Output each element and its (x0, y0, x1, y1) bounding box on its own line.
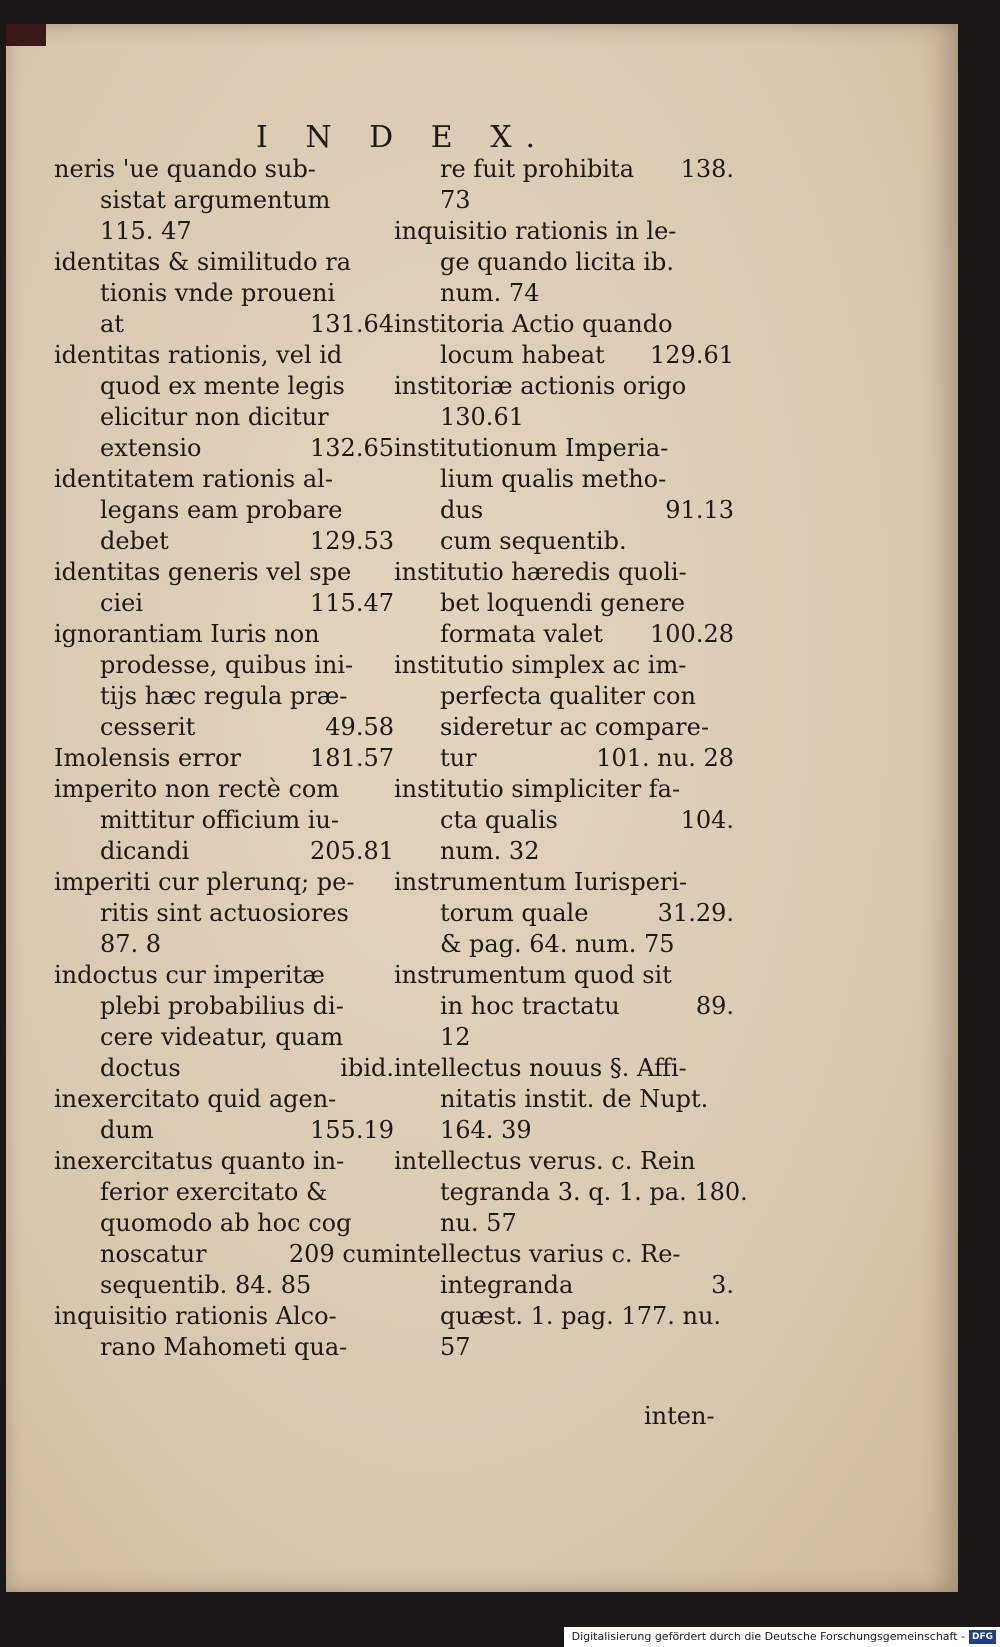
page-reference: 129.53 (310, 527, 394, 555)
page-reference: 89. (695, 992, 734, 1020)
entry-line (54, 278, 394, 309)
entry-line (54, 867, 394, 898)
entry-line (54, 526, 394, 557)
entry-line (54, 805, 394, 836)
entry-text: imperito non rectè com (54, 775, 340, 803)
entry-line (394, 1208, 734, 1239)
entry-line (54, 960, 394, 991)
entry-text: cere videatur, quam (100, 1023, 344, 1051)
entry-line (54, 154, 394, 185)
entry-text: imperiti cur plerunq; pe- (54, 868, 355, 896)
index-entry (54, 619, 394, 743)
entry-line (394, 619, 734, 650)
entry-line (54, 309, 394, 340)
entry-text: dum (100, 1116, 154, 1144)
entry-line (394, 991, 734, 1022)
entry-line (394, 774, 734, 805)
entry-text: 57 (440, 1333, 471, 1361)
entry-line (54, 898, 394, 929)
entry-line (54, 650, 394, 681)
entry-line (394, 681, 734, 712)
entry-text: cesserit (100, 713, 196, 741)
entry-text: quæst. 1. pag. 177. nu. (440, 1302, 722, 1330)
digitization-footer (564, 1627, 1000, 1647)
entry-text: intellectus nouus §. Affi- (394, 1054, 687, 1082)
entry-line (394, 1239, 734, 1270)
page-reference: 91.13 (665, 496, 734, 524)
page-reference: 101. nu. 28 (596, 744, 734, 772)
index-entry (394, 1239, 734, 1363)
entry-line (394, 1022, 734, 1053)
page-reference: 132.65 (310, 434, 394, 462)
page-reference: 31.29. (657, 899, 734, 927)
index-entry (394, 309, 734, 371)
entry-line (394, 650, 734, 681)
entry-line (394, 1115, 734, 1146)
page-reference: 115.47 (310, 589, 394, 617)
index-entry (54, 1084, 394, 1146)
entry-text: ciei (100, 589, 143, 617)
entry-line (394, 464, 734, 495)
entry-line (394, 433, 734, 464)
index-entry (394, 216, 734, 309)
index-entry (394, 774, 734, 867)
index-entry (54, 1301, 394, 1363)
entry-line (54, 1270, 394, 1301)
entry-line (394, 960, 734, 991)
index-entry (394, 433, 734, 557)
entry-line (54, 495, 394, 526)
entry-line (394, 929, 734, 960)
page-reference: 209 cum (288, 1240, 394, 1268)
entry-line (394, 402, 734, 433)
entry-line (54, 1053, 394, 1084)
entry-text: debet (100, 527, 169, 555)
entry-line (54, 588, 394, 619)
index-entry (54, 960, 394, 1084)
entry-line (394, 898, 734, 929)
entry-line (54, 247, 394, 278)
footer-text: Digitalisierung gefördert durch die Deutsche Forschungsgemeinschaft - (571, 1630, 965, 1643)
entry-text: cta qualis (440, 806, 558, 834)
index-entry (54, 867, 394, 960)
entry-text: inexercitato quid agen- (54, 1085, 337, 1113)
catchword: inten- (644, 1402, 715, 1430)
entry-text: plebi probabilius di- (100, 992, 344, 1020)
entry-text: formata valet (440, 620, 603, 648)
dfg-logo: DFG (969, 1630, 996, 1644)
entry-text: legans eam probare (100, 496, 343, 524)
index-entry (394, 960, 734, 1053)
entry-text: identitas rationis, vel id (54, 341, 343, 369)
page-reference: 100.28 (650, 620, 734, 648)
index-column-left (54, 154, 394, 1363)
entry-text: institoria Actio quando (394, 310, 673, 338)
entry-text: cum sequentib. (440, 527, 627, 555)
entry-text: num. 74 (440, 279, 540, 307)
entry-line (394, 1270, 734, 1301)
page-reference: 3. (711, 1271, 734, 1299)
index-entry (54, 340, 394, 464)
entry-text: prodesse, quibus ini- (100, 651, 354, 679)
entry-line (394, 247, 734, 278)
entry-line (54, 991, 394, 1022)
book-page (6, 24, 958, 1592)
page-heading: I N D E X. (256, 120, 550, 155)
index-entry (394, 371, 734, 433)
entry-text: dus (440, 496, 484, 524)
page-reference: 181.57 (310, 744, 394, 772)
entry-text: identitas & similitudo ra (54, 248, 352, 276)
entry-line (394, 526, 734, 557)
entry-text: elicitur non dicitur (100, 403, 329, 431)
entry-line (394, 1332, 734, 1363)
entry-line (394, 216, 734, 247)
index-entry (394, 154, 734, 216)
entry-line (394, 588, 734, 619)
entry-text: ge quando licita ib. (440, 248, 674, 276)
entry-line (394, 557, 734, 588)
entry-text: instrumentum quod sit (394, 961, 672, 989)
entry-text: intellectus verus. c. Rein (394, 1147, 696, 1175)
entry-line (394, 309, 734, 340)
index-column-right (394, 154, 748, 1363)
entry-line (54, 402, 394, 433)
entry-text: inexercitatus quanto in- (54, 1147, 345, 1175)
entry-line (54, 1239, 394, 1270)
entry-text: mittitur officium iu- (100, 806, 339, 834)
entry-text: nu. 57 (440, 1209, 517, 1237)
page-reference: 131.64 (310, 310, 394, 338)
entry-text: bet loquendi genere (440, 589, 686, 617)
entry-text: sequentib. 84. 85 (100, 1271, 312, 1299)
entry-text: quomodo ab hoc cog (100, 1209, 352, 1237)
entry-line (54, 929, 394, 960)
entry-line (54, 1301, 394, 1332)
index-entry (394, 557, 734, 650)
entry-line (54, 216, 394, 247)
page-reference: 155.19 (310, 1116, 394, 1144)
entry-line (394, 340, 734, 371)
entry-text: sideretur ac compare- (440, 713, 709, 741)
entry-text: 73 (440, 186, 471, 214)
entry-text: tegranda 3. q. 1. pa. 180. (440, 1178, 748, 1206)
entry-text: ignorantiam Iuris non (54, 620, 320, 648)
index-entry (394, 650, 734, 774)
entry-text: dicandi (100, 837, 190, 865)
index-entry (54, 247, 394, 340)
entry-text: intellectus varius c. Re- (394, 1240, 681, 1268)
entry-line (54, 681, 394, 712)
entry-text: institutio simpliciter fa- (394, 775, 681, 803)
entry-text: 130.61 (440, 403, 524, 431)
entry-line (394, 1084, 734, 1115)
page-reference: 49.58 (325, 713, 394, 741)
entry-text: ritis sint actuosiores (100, 899, 349, 927)
entry-text: 115. 47 (100, 217, 192, 245)
entry-text: neris 'ue quando sub- (54, 155, 316, 183)
page-reference: 129.61 (650, 341, 734, 369)
entry-line (394, 154, 734, 185)
entry-text: locum habeat (440, 341, 605, 369)
entry-text: extensio (100, 434, 202, 462)
entry-text: noscatur (100, 1240, 207, 1268)
entry-line (394, 278, 734, 309)
entry-line (54, 1177, 394, 1208)
entry-text: Imolensis error (54, 744, 242, 772)
entry-line (394, 1146, 734, 1177)
entry-text: rano Mahometi qua- (100, 1333, 348, 1361)
entry-line (54, 743, 394, 774)
entry-text: torum quale (440, 899, 589, 927)
entry-text: num. 32 (440, 837, 540, 865)
entry-text: perfecta qualiter con (440, 682, 696, 710)
entry-line (394, 185, 734, 216)
entry-text: nitatis instit. de Nupt. (440, 1085, 709, 1113)
entry-line (394, 495, 734, 526)
entry-line (54, 1084, 394, 1115)
entry-text: inquisitio rationis in le- (394, 217, 677, 245)
entry-text: 164. 39 (440, 1116, 532, 1144)
entry-line (54, 1208, 394, 1239)
index-entry (394, 867, 734, 960)
entry-line (54, 1115, 394, 1146)
corner-mark (6, 24, 46, 46)
entry-line (394, 867, 734, 898)
entry-text: inquisitio rationis Alco- (54, 1302, 337, 1330)
entry-line (394, 805, 734, 836)
entry-line (54, 185, 394, 216)
entry-line (54, 712, 394, 743)
entry-text: institutionum Imperia- (394, 434, 669, 462)
entry-text: identitatem rationis al- (54, 465, 333, 493)
page-reference: 138. (680, 155, 734, 183)
entry-text: at (100, 310, 124, 338)
index-entry (394, 1053, 734, 1146)
entry-line (54, 619, 394, 650)
entry-line (54, 1332, 394, 1363)
index-entry (54, 1146, 394, 1301)
index-entry (54, 557, 394, 619)
entry-line (394, 836, 734, 867)
entry-text: tur (440, 744, 477, 772)
entry-text: ferior exercitato & (100, 1178, 328, 1206)
entry-text: tijs hæc regula præ- (100, 682, 348, 710)
entry-text: lium qualis metho- (440, 465, 667, 493)
entry-line (394, 1053, 734, 1084)
entry-line (54, 1022, 394, 1053)
entry-text: institoriæ actionis origo (394, 372, 687, 400)
entry-text: quod ex mente legis (100, 372, 345, 400)
index-entry (54, 774, 394, 867)
entry-line (394, 371, 734, 402)
index-entry (54, 464, 394, 557)
entry-line (54, 464, 394, 495)
index-entry (54, 743, 394, 774)
entry-text: integranda (440, 1271, 574, 1299)
entry-text: identitas generis vel spe (54, 558, 352, 586)
index-entry (394, 1146, 748, 1239)
entry-text: institutio simplex ac im- (394, 651, 687, 679)
entry-text: instrumentum Iurisperi- (394, 868, 688, 896)
page-reference: 104. (680, 806, 734, 834)
entry-line (394, 712, 734, 743)
entry-text: institutio hæredis quoli- (394, 558, 687, 586)
index-entry (54, 154, 394, 247)
page-reference: 205.81 (310, 837, 394, 865)
entry-text: indoctus cur imperitæ (54, 961, 325, 989)
entry-text: sistat argumentum (100, 186, 331, 214)
entry-text: 12 (440, 1023, 471, 1051)
page-reference: ibid. (340, 1054, 394, 1082)
entry-line (54, 836, 394, 867)
entry-line (54, 1146, 394, 1177)
entry-line (394, 1301, 734, 1332)
entry-text: 87. 8 (100, 930, 162, 958)
entry-line (54, 340, 394, 371)
entry-text: doctus (100, 1054, 181, 1082)
entry-line (54, 371, 394, 402)
entry-text: in hoc tractatu (440, 992, 620, 1020)
entry-line (394, 1177, 748, 1208)
entry-line (54, 433, 394, 464)
entry-line (54, 774, 394, 805)
entry-text: & pag. 64. num. 75 (440, 930, 675, 958)
entry-text: re fuit prohibita (440, 155, 635, 183)
entry-text: tionis vnde proueni (100, 279, 336, 307)
entry-line (54, 557, 394, 588)
entry-line (394, 743, 734, 774)
